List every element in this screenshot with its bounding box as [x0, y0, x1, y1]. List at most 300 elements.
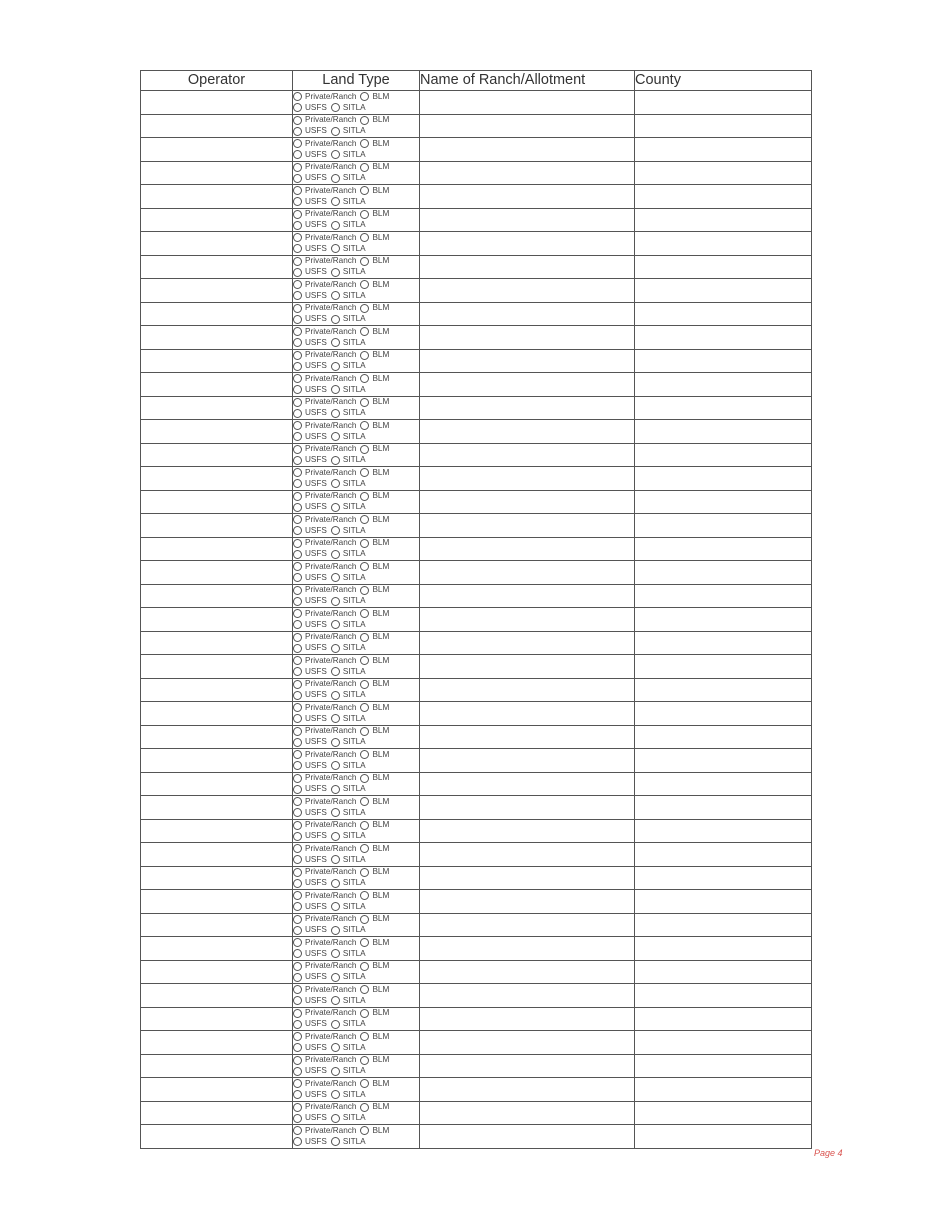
blm-radio[interactable]	[360, 797, 369, 806]
option-usfs[interactable]	[293, 690, 327, 700]
usfs-radio[interactable]	[293, 902, 302, 911]
operator-field[interactable]	[141, 1125, 293, 1149]
option-sitla[interactable]	[331, 878, 366, 888]
usfs-radio[interactable]	[293, 1020, 302, 1029]
option-private[interactable]	[293, 303, 356, 313]
blm-radio[interactable]	[360, 562, 369, 571]
ranch-name-field[interactable]	[420, 655, 635, 679]
blm-radio[interactable]	[360, 351, 369, 360]
option-sitla[interactable]	[331, 808, 366, 818]
option-sitla[interactable]	[331, 126, 366, 136]
option-usfs[interactable]	[293, 925, 327, 935]
option-usfs[interactable]	[293, 526, 327, 536]
operator-field[interactable]	[141, 255, 293, 279]
county-field[interactable]	[635, 655, 812, 679]
county-field[interactable]	[635, 725, 812, 749]
option-sitla[interactable]	[331, 455, 366, 465]
private-ranch-radio[interactable]	[293, 539, 302, 548]
option-blm[interactable]	[360, 844, 389, 854]
private-ranch-radio[interactable]	[293, 515, 302, 524]
option-private[interactable]	[293, 585, 356, 595]
operator-field[interactable]	[141, 843, 293, 867]
blm-radio[interactable]	[360, 727, 369, 736]
blm-radio[interactable]	[360, 915, 369, 924]
option-blm[interactable]	[360, 350, 389, 360]
ranch-name-field[interactable]	[420, 443, 635, 467]
usfs-radio[interactable]	[293, 808, 302, 817]
option-sitla[interactable]	[331, 244, 366, 254]
ranch-name-field[interactable]	[420, 114, 635, 138]
option-blm[interactable]	[360, 1008, 389, 1018]
option-blm[interactable]	[360, 303, 389, 313]
option-private[interactable]	[293, 256, 356, 266]
usfs-radio[interactable]	[293, 714, 302, 723]
usfs-radio[interactable]	[293, 244, 302, 253]
option-blm[interactable]	[360, 867, 389, 877]
option-blm[interactable]	[360, 397, 389, 407]
blm-radio[interactable]	[360, 1103, 369, 1112]
operator-field[interactable]	[141, 279, 293, 303]
option-usfs[interactable]	[293, 596, 327, 606]
option-sitla[interactable]	[331, 902, 366, 912]
option-private[interactable]	[293, 1055, 356, 1065]
blm-radio[interactable]	[360, 1126, 369, 1135]
option-sitla[interactable]	[331, 573, 366, 583]
blm-radio[interactable]	[360, 891, 369, 900]
county-field[interactable]	[635, 420, 812, 444]
private-ranch-radio[interactable]	[293, 915, 302, 924]
usfs-radio[interactable]	[293, 879, 302, 888]
ranch-name-field[interactable]	[420, 1125, 635, 1149]
sitla-radio[interactable]	[331, 949, 340, 958]
option-sitla[interactable]	[331, 173, 366, 183]
ranch-name-field[interactable]	[420, 1007, 635, 1031]
private-ranch-radio[interactable]	[293, 844, 302, 853]
usfs-radio[interactable]	[293, 479, 302, 488]
operator-field[interactable]	[141, 561, 293, 585]
usfs-radio[interactable]	[293, 526, 302, 535]
ranch-name-field[interactable]	[420, 420, 635, 444]
blm-radio[interactable]	[360, 844, 369, 853]
county-field[interactable]	[635, 467, 812, 491]
blm-radio[interactable]	[360, 985, 369, 994]
ranch-name-field[interactable]	[420, 467, 635, 491]
county-field[interactable]	[635, 937, 812, 961]
sitla-radio[interactable]	[331, 456, 340, 465]
private-ranch-radio[interactable]	[293, 421, 302, 430]
option-blm[interactable]	[360, 985, 389, 995]
sitla-radio[interactable]	[331, 127, 340, 136]
county-field[interactable]	[635, 1101, 812, 1125]
private-ranch-radio[interactable]	[293, 139, 302, 148]
operator-field[interactable]	[141, 185, 293, 209]
option-usfs[interactable]	[293, 1090, 327, 1100]
sitla-radio[interactable]	[331, 1020, 340, 1029]
private-ranch-radio[interactable]	[293, 468, 302, 477]
ranch-name-field[interactable]	[420, 937, 635, 961]
option-sitla[interactable]	[331, 502, 366, 512]
private-ranch-radio[interactable]	[293, 163, 302, 172]
county-field[interactable]	[635, 678, 812, 702]
sitla-radio[interactable]	[331, 879, 340, 888]
county-field[interactable]	[635, 1125, 812, 1149]
option-private[interactable]	[293, 397, 356, 407]
ranch-name-field[interactable]	[420, 796, 635, 820]
private-ranch-radio[interactable]	[293, 891, 302, 900]
private-ranch-radio[interactable]	[293, 586, 302, 595]
option-private[interactable]	[293, 891, 356, 901]
option-blm[interactable]	[360, 750, 389, 760]
county-field[interactable]	[635, 584, 812, 608]
option-blm[interactable]	[360, 444, 389, 454]
operator-field[interactable]	[141, 702, 293, 726]
ranch-name-field[interactable]	[420, 866, 635, 890]
usfs-radio[interactable]	[293, 150, 302, 159]
blm-radio[interactable]	[360, 586, 369, 595]
usfs-radio[interactable]	[293, 197, 302, 206]
county-field[interactable]	[635, 890, 812, 914]
option-sitla[interactable]	[331, 949, 366, 959]
option-private[interactable]	[293, 350, 356, 360]
county-field[interactable]	[635, 208, 812, 232]
ranch-name-field[interactable]	[420, 1101, 635, 1125]
county-field[interactable]	[635, 819, 812, 843]
option-blm[interactable]	[360, 820, 389, 830]
option-usfs[interactable]	[293, 479, 327, 489]
usfs-radio[interactable]	[293, 761, 302, 770]
ranch-name-field[interactable]	[420, 537, 635, 561]
option-blm[interactable]	[360, 1032, 389, 1042]
option-usfs[interactable]	[293, 573, 327, 583]
sitla-radio[interactable]	[331, 902, 340, 911]
ranch-name-field[interactable]	[420, 561, 635, 585]
blm-radio[interactable]	[360, 515, 369, 524]
option-private[interactable]	[293, 186, 356, 196]
operator-field[interactable]	[141, 443, 293, 467]
option-usfs[interactable]	[293, 197, 327, 207]
usfs-radio[interactable]	[293, 1114, 302, 1123]
option-usfs[interactable]	[293, 432, 327, 442]
option-blm[interactable]	[360, 256, 389, 266]
option-sitla[interactable]	[331, 996, 366, 1006]
option-usfs[interactable]	[293, 291, 327, 301]
option-private[interactable]	[293, 562, 356, 572]
usfs-radio[interactable]	[293, 949, 302, 958]
blm-radio[interactable]	[360, 139, 369, 148]
option-blm[interactable]	[360, 961, 389, 971]
option-private[interactable]	[293, 92, 356, 102]
usfs-radio[interactable]	[293, 268, 302, 277]
operator-field[interactable]	[141, 608, 293, 632]
blm-radio[interactable]	[360, 304, 369, 313]
sitla-radio[interactable]	[331, 150, 340, 159]
option-private[interactable]	[293, 632, 356, 642]
blm-radio[interactable]	[360, 398, 369, 407]
usfs-radio[interactable]	[293, 1043, 302, 1052]
option-sitla[interactable]	[331, 784, 366, 794]
option-blm[interactable]	[360, 656, 389, 666]
blm-radio[interactable]	[360, 492, 369, 501]
option-blm[interactable]	[360, 891, 389, 901]
option-blm[interactable]	[360, 609, 389, 619]
operator-field[interactable]	[141, 584, 293, 608]
county-field[interactable]	[635, 631, 812, 655]
blm-radio[interactable]	[360, 1056, 369, 1065]
usfs-radio[interactable]	[293, 432, 302, 441]
option-sitla[interactable]	[331, 479, 366, 489]
usfs-radio[interactable]	[293, 785, 302, 794]
private-ranch-radio[interactable]	[293, 327, 302, 336]
private-ranch-radio[interactable]	[293, 609, 302, 618]
county-field[interactable]	[635, 1031, 812, 1055]
option-sitla[interactable]	[331, 549, 366, 559]
usfs-radio[interactable]	[293, 362, 302, 371]
option-private[interactable]	[293, 797, 356, 807]
county-field[interactable]	[635, 772, 812, 796]
operator-field[interactable]	[141, 1054, 293, 1078]
option-usfs[interactable]	[293, 831, 327, 841]
option-usfs[interactable]	[293, 643, 327, 653]
option-usfs[interactable]	[293, 385, 327, 395]
option-private[interactable]	[293, 750, 356, 760]
operator-field[interactable]	[141, 396, 293, 420]
blm-radio[interactable]	[360, 374, 369, 383]
option-blm[interactable]	[360, 491, 389, 501]
blm-radio[interactable]	[360, 116, 369, 125]
ranch-name-field[interactable]	[420, 843, 635, 867]
ranch-name-field[interactable]	[420, 161, 635, 185]
option-private[interactable]	[293, 773, 356, 783]
ranch-name-field[interactable]	[420, 702, 635, 726]
sitla-radio[interactable]	[331, 197, 340, 206]
sitla-radio[interactable]	[331, 526, 340, 535]
usfs-radio[interactable]	[293, 926, 302, 935]
option-usfs[interactable]	[293, 1043, 327, 1053]
county-field[interactable]	[635, 843, 812, 867]
usfs-radio[interactable]	[293, 409, 302, 418]
option-sitla[interactable]	[331, 361, 366, 371]
sitla-radio[interactable]	[331, 714, 340, 723]
option-blm[interactable]	[360, 726, 389, 736]
sitla-radio[interactable]	[331, 926, 340, 935]
sitla-radio[interactable]	[331, 785, 340, 794]
blm-radio[interactable]	[360, 92, 369, 101]
option-usfs[interactable]	[293, 173, 327, 183]
option-blm[interactable]	[360, 773, 389, 783]
operator-field[interactable]	[141, 514, 293, 538]
private-ranch-radio[interactable]	[293, 750, 302, 759]
ranch-name-field[interactable]	[420, 91, 635, 115]
county-field[interactable]	[635, 302, 812, 326]
option-sitla[interactable]	[331, 432, 366, 442]
county-field[interactable]	[635, 326, 812, 350]
option-usfs[interactable]	[293, 972, 327, 982]
blm-radio[interactable]	[360, 1009, 369, 1018]
sitla-radio[interactable]	[331, 1090, 340, 1099]
option-private[interactable]	[293, 985, 356, 995]
county-field[interactable]	[635, 960, 812, 984]
private-ranch-radio[interactable]	[293, 1079, 302, 1088]
usfs-radio[interactable]	[293, 973, 302, 982]
option-usfs[interactable]	[293, 549, 327, 559]
option-sitla[interactable]	[331, 1019, 366, 1029]
option-sitla[interactable]	[331, 314, 366, 324]
operator-field[interactable]	[141, 232, 293, 256]
option-sitla[interactable]	[331, 267, 366, 277]
operator-field[interactable]	[141, 960, 293, 984]
sitla-radio[interactable]	[331, 432, 340, 441]
option-private[interactable]	[293, 656, 356, 666]
option-private[interactable]	[293, 115, 356, 125]
sitla-radio[interactable]	[331, 268, 340, 277]
ranch-name-field[interactable]	[420, 890, 635, 914]
ranch-name-field[interactable]	[420, 584, 635, 608]
option-usfs[interactable]	[293, 737, 327, 747]
option-sitla[interactable]	[331, 291, 366, 301]
ranch-name-field[interactable]	[420, 302, 635, 326]
option-private[interactable]	[293, 820, 356, 830]
option-sitla[interactable]	[331, 220, 366, 230]
blm-radio[interactable]	[360, 750, 369, 759]
option-usfs[interactable]	[293, 996, 327, 1006]
private-ranch-radio[interactable]	[293, 562, 302, 571]
private-ranch-radio[interactable]	[293, 1009, 302, 1018]
operator-field[interactable]	[141, 866, 293, 890]
sitla-radio[interactable]	[331, 503, 340, 512]
operator-field[interactable]	[141, 1101, 293, 1125]
option-blm[interactable]	[360, 679, 389, 689]
county-field[interactable]	[635, 161, 812, 185]
usfs-radio[interactable]	[293, 855, 302, 864]
ranch-name-field[interactable]	[420, 373, 635, 397]
option-sitla[interactable]	[331, 831, 366, 841]
option-usfs[interactable]	[293, 949, 327, 959]
option-sitla[interactable]	[331, 690, 366, 700]
private-ranch-radio[interactable]	[293, 774, 302, 783]
option-private[interactable]	[293, 374, 356, 384]
option-private[interactable]	[293, 961, 356, 971]
option-sitla[interactable]	[331, 385, 366, 395]
sitla-radio[interactable]	[331, 996, 340, 1005]
usfs-radio[interactable]	[293, 550, 302, 559]
option-blm[interactable]	[360, 562, 389, 572]
option-private[interactable]	[293, 1032, 356, 1042]
county-field[interactable]	[635, 255, 812, 279]
option-usfs[interactable]	[293, 1113, 327, 1123]
blm-radio[interactable]	[360, 186, 369, 195]
private-ranch-radio[interactable]	[293, 257, 302, 266]
sitla-radio[interactable]	[331, 103, 340, 112]
option-private[interactable]	[293, 233, 356, 243]
blm-radio[interactable]	[360, 280, 369, 289]
sitla-radio[interactable]	[331, 1114, 340, 1123]
county-field[interactable]	[635, 185, 812, 209]
option-usfs[interactable]	[293, 784, 327, 794]
option-usfs[interactable]	[293, 761, 327, 771]
option-blm[interactable]	[360, 703, 389, 713]
option-usfs[interactable]	[293, 1019, 327, 1029]
private-ranch-radio[interactable]	[293, 374, 302, 383]
usfs-radio[interactable]	[293, 573, 302, 582]
option-sitla[interactable]	[331, 338, 366, 348]
option-usfs[interactable]	[293, 150, 327, 160]
private-ranch-radio[interactable]	[293, 962, 302, 971]
usfs-radio[interactable]	[293, 221, 302, 230]
operator-field[interactable]	[141, 161, 293, 185]
operator-field[interactable]	[141, 537, 293, 561]
option-sitla[interactable]	[331, 596, 366, 606]
usfs-radio[interactable]	[293, 456, 302, 465]
usfs-radio[interactable]	[293, 738, 302, 747]
option-usfs[interactable]	[293, 455, 327, 465]
sitla-radio[interactable]	[331, 620, 340, 629]
option-usfs[interactable]	[293, 244, 327, 254]
operator-field[interactable]	[141, 913, 293, 937]
ranch-name-field[interactable]	[420, 819, 635, 843]
option-blm[interactable]	[360, 1055, 389, 1065]
usfs-radio[interactable]	[293, 1067, 302, 1076]
option-blm[interactable]	[360, 233, 389, 243]
operator-field[interactable]	[141, 678, 293, 702]
private-ranch-radio[interactable]	[293, 797, 302, 806]
sitla-radio[interactable]	[331, 315, 340, 324]
sitla-radio[interactable]	[331, 691, 340, 700]
operator-field[interactable]	[141, 749, 293, 773]
county-field[interactable]	[635, 702, 812, 726]
option-sitla[interactable]	[331, 855, 366, 865]
option-usfs[interactable]	[293, 502, 327, 512]
option-private[interactable]	[293, 867, 356, 877]
option-private[interactable]	[293, 444, 356, 454]
option-blm[interactable]	[360, 374, 389, 384]
option-usfs[interactable]	[293, 408, 327, 418]
county-field[interactable]	[635, 1078, 812, 1102]
private-ranch-radio[interactable]	[293, 92, 302, 101]
private-ranch-radio[interactable]	[293, 1056, 302, 1065]
option-usfs[interactable]	[293, 267, 327, 277]
option-sitla[interactable]	[331, 197, 366, 207]
option-sitla[interactable]	[331, 150, 366, 160]
sitla-radio[interactable]	[331, 291, 340, 300]
county-field[interactable]	[635, 232, 812, 256]
ranch-name-field[interactable]	[420, 749, 635, 773]
blm-radio[interactable]	[360, 868, 369, 877]
blm-radio[interactable]	[360, 703, 369, 712]
option-usfs[interactable]	[293, 314, 327, 324]
option-blm[interactable]	[360, 162, 389, 172]
option-blm[interactable]	[360, 92, 389, 102]
option-private[interactable]	[293, 139, 356, 149]
sitla-radio[interactable]	[331, 1043, 340, 1052]
ranch-name-field[interactable]	[420, 678, 635, 702]
option-sitla[interactable]	[331, 1113, 366, 1123]
option-blm[interactable]	[360, 585, 389, 595]
operator-field[interactable]	[141, 819, 293, 843]
option-blm[interactable]	[360, 1102, 389, 1112]
county-field[interactable]	[635, 443, 812, 467]
option-usfs[interactable]	[293, 103, 327, 113]
option-private[interactable]	[293, 162, 356, 172]
usfs-radio[interactable]	[293, 503, 302, 512]
blm-radio[interactable]	[360, 468, 369, 477]
usfs-radio[interactable]	[293, 174, 302, 183]
option-blm[interactable]	[360, 327, 389, 337]
blm-radio[interactable]	[360, 210, 369, 219]
county-field[interactable]	[635, 279, 812, 303]
option-blm[interactable]	[360, 421, 389, 431]
option-usfs[interactable]	[293, 1066, 327, 1076]
operator-field[interactable]	[141, 490, 293, 514]
